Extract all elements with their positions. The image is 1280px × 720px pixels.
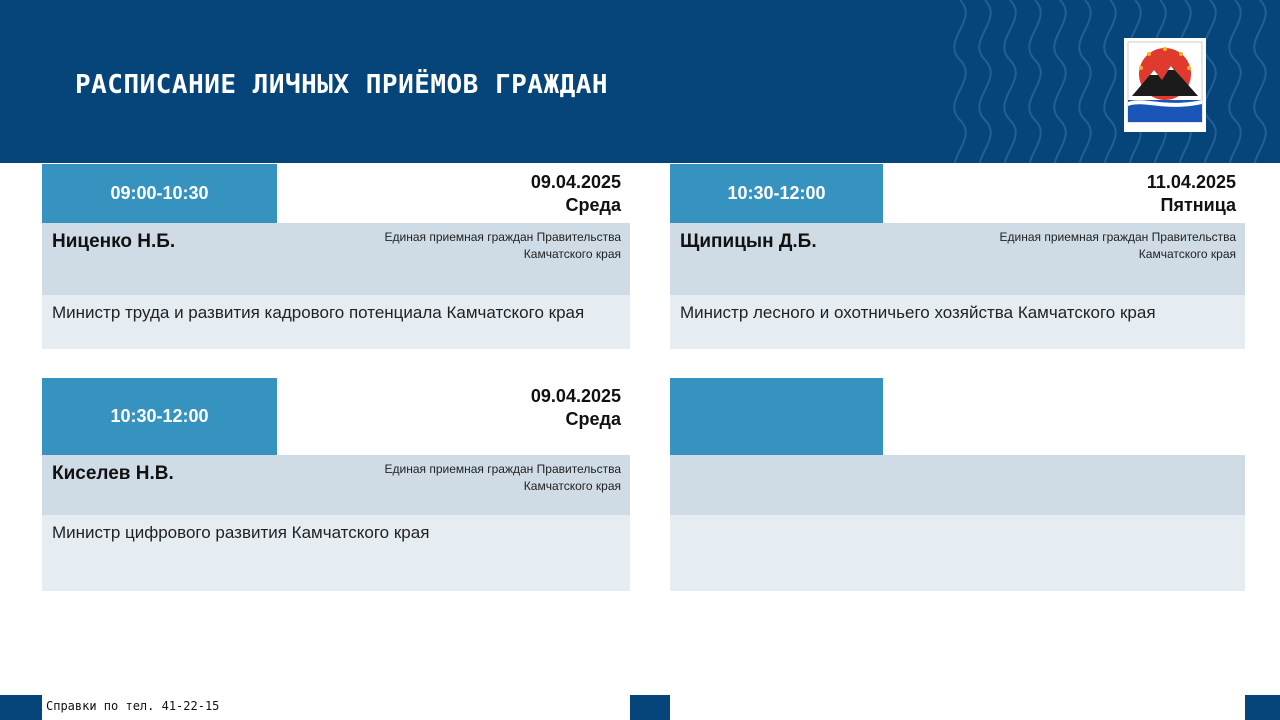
schedule-card-3 xyxy=(42,378,630,591)
weekday-label: Пятница xyxy=(1160,195,1236,215)
date-block xyxy=(1147,171,1236,217)
name-row xyxy=(42,223,630,295)
reception-place xyxy=(384,229,621,263)
date-label: 11.04.2025 xyxy=(1146,172,1236,192)
time-slot-badge: 10:30-12:00 xyxy=(670,164,883,223)
role-row xyxy=(670,515,1245,591)
time-slot-badge xyxy=(670,378,883,455)
weekday-label: Среда xyxy=(565,195,621,215)
reception-place xyxy=(384,461,621,495)
official-role: Министр труда и развития кадрового потенциала Камчатского края xyxy=(52,303,585,322)
reception-place xyxy=(999,229,1236,263)
date-block xyxy=(531,171,621,217)
official-role: Министр цифрового развития Камчатского края xyxy=(52,523,430,542)
kamchatka-emblem-icon xyxy=(1124,38,1206,132)
name-row xyxy=(670,455,1245,515)
role-row xyxy=(42,515,630,591)
role-row xyxy=(42,295,630,349)
official-name: Киселев Н.В. xyxy=(52,463,174,484)
time-slot-badge: 09:00-10:30 xyxy=(42,164,277,223)
role-row xyxy=(670,295,1245,349)
schedule-card-2 xyxy=(670,164,1245,349)
official-name: Щипицын Д.Б. xyxy=(680,231,817,252)
official-role: Министр лесного и охотничьего хозяйства Камчатского края xyxy=(680,303,1156,322)
date-block xyxy=(531,385,621,431)
footer-square-left xyxy=(0,695,42,720)
wave-pattern xyxy=(940,0,1280,163)
footer-square-right xyxy=(1245,695,1280,720)
header-banner xyxy=(0,0,1280,163)
schedule-card-4 xyxy=(670,378,1245,591)
time-slot-badge: 10:30-12:00 xyxy=(42,378,277,455)
page-title: РАСПИСАНИЕ ЛИЧНЫХ ПРИЁМОВ ГРАЖДАН xyxy=(75,70,609,100)
name-row xyxy=(42,455,630,515)
date-label: 09.04.2025 xyxy=(530,386,621,406)
place-line-1: Единая приемная граждан Правительства xyxy=(999,230,1236,244)
footer-square-middle xyxy=(630,695,670,720)
official-name: Ниценко Н.Б. xyxy=(52,231,176,252)
weekday-label: Среда xyxy=(565,409,621,429)
place-line-2: Камчатского края xyxy=(1138,247,1236,261)
schedule-card-1 xyxy=(42,164,630,349)
footer-phone-info: Справки по тел. 41-22-15 xyxy=(46,699,220,713)
place-line-2: Камчатского края xyxy=(523,479,621,493)
place-line-1: Единая приемная граждан Правительства xyxy=(384,462,621,476)
date-label: 09.04.2025 xyxy=(530,172,621,192)
name-row xyxy=(670,223,1245,295)
place-line-2: Камчатского края xyxy=(523,247,621,261)
place-line-1: Единая приемная граждан Правительства xyxy=(384,230,621,244)
